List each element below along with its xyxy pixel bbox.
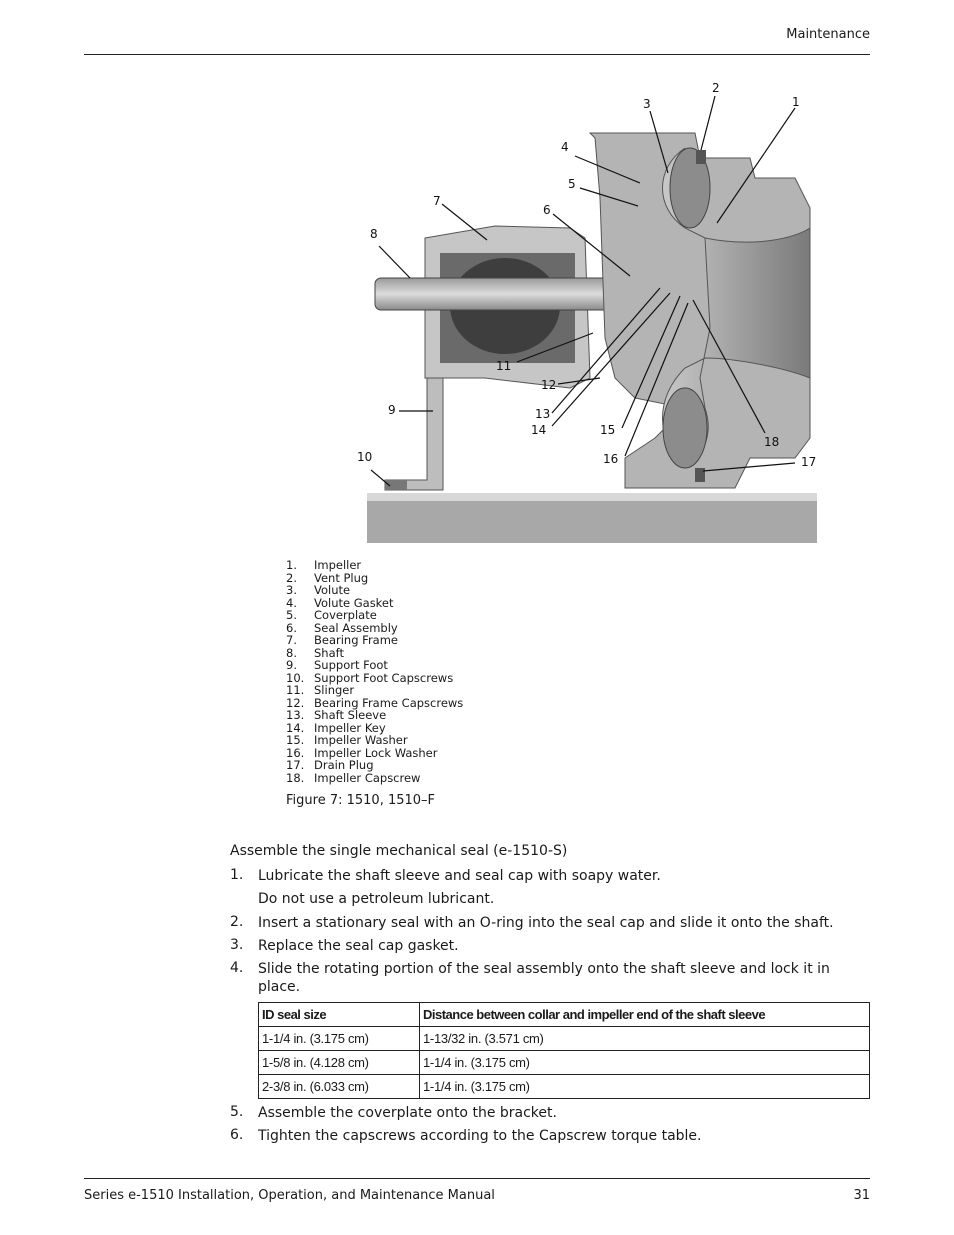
callout-14: 14 [531,423,547,437]
callout-3: 3 [643,97,651,111]
callout-5: 5 [568,177,576,191]
step-1: 1. Lubricate the shaft sleeve and seal cap with soapy water. [230,867,661,884]
table-row [259,1075,870,1099]
procedure-heading: Assemble the single mechanical seal (e-1510-S) [230,843,568,859]
header-divider [84,54,870,55]
pump-cross-section-figure [355,78,825,548]
list-item: 17. Drain Plug [286,758,374,772]
step-6: 6. Tighten the capscrews according to the Capscrew torque table. [230,1127,702,1144]
table-header-distance: Distance between collar and impeller end of the shaft sleeve [420,1003,870,1027]
list-item: 12. Bearing Frame Capscrews [286,695,464,710]
callout-18: 18 [764,435,780,449]
step-5: 5. Assemble the coverplate onto the bracket. [230,1104,557,1121]
vent-plug [696,150,706,164]
list-item: 11. Slinger [286,683,355,697]
list-item: 18. Impeller Capscrew [286,770,421,785]
list-item: 8. Shaft [286,645,344,660]
step-1-note: Do not use a petroleum lubricant. [258,891,495,907]
callout-11: 11 [496,359,512,373]
list-item: 2. Vent Plug [286,570,369,585]
list-item: 10. Support Foot Capscrews [286,670,454,685]
figure-caption: Figure 7: 1510, 1510–F [286,793,436,808]
callout-12: 12 [541,378,557,392]
callout-13: 13 [535,407,551,421]
list-item: 14. Impeller Key [286,720,386,735]
page-number: 31 [853,1188,870,1203]
list-item: 4. Volute Gasket [286,595,394,610]
list-item: 15. Impeller Washer [286,733,408,747]
callout-7: 7 [433,194,441,208]
step-4: 4. Slide the rotating portion of the seal assembly onto the shaft sleeve and lock it in place. [230,960,830,995]
callout-4: 4 [561,140,569,154]
table-cell: 2-3/8 in. (6.033 cm) [259,1075,420,1099]
table-row [259,1051,870,1075]
pump-cross-section-drawing [355,78,825,548]
table-cell: 1-1/4 in. (3.175 cm) [259,1027,420,1051]
table-cell: 1-1/4 in. (3.175 cm) [420,1051,870,1075]
table-cell: 1-5/8 in. (4.128 cm) [259,1051,420,1075]
list-item: 7. Bearing Frame [286,633,399,647]
drain-plug [695,468,705,482]
footer-manual-title: Series e-1510 Installation, Operation, and Maintenance Manual [84,1188,495,1203]
callout-10: 10 [357,450,373,464]
step-3: 3. Replace the seal cap gasket. [230,937,459,954]
table-header-row [259,1003,870,1027]
callout-17: 17 [801,455,817,469]
list-item: 13. Shaft Sleeve [286,708,387,722]
list-item: 5. Coverplate [286,608,377,622]
table-cell: 1-13/32 in. (3.571 cm) [420,1027,870,1051]
running-header: Maintenance [786,27,870,42]
list-item: 16. Impeller Lock Washer [286,745,438,760]
parts-legend [286,559,463,784]
table-cell: 1-1/4 in. (3.175 cm) [420,1075,870,1099]
list-item: 1. Impeller [286,558,362,572]
callout-2: 2 [712,81,720,95]
callout-16: 16 [603,452,619,466]
footer-divider [84,1178,870,1179]
callout-9: 9 [388,403,396,417]
callout-1: 1 [792,95,800,109]
step-2: 2. Insert a stationary seal with an O-ring into the seal cap and slide it onto the shaft. [230,914,834,931]
list-item: 9. Support Foot [286,658,388,672]
callout-15: 15 [600,423,616,437]
list-item: 6. Seal Assembly [286,620,398,635]
table-header-seal-size: ID seal size [259,1003,420,1027]
table-row [259,1027,870,1051]
callout-8: 8 [370,227,378,241]
seal-size-table [258,1002,870,1099]
callout-6: 6 [543,203,551,217]
list-item: 3. Volute [286,583,351,597]
